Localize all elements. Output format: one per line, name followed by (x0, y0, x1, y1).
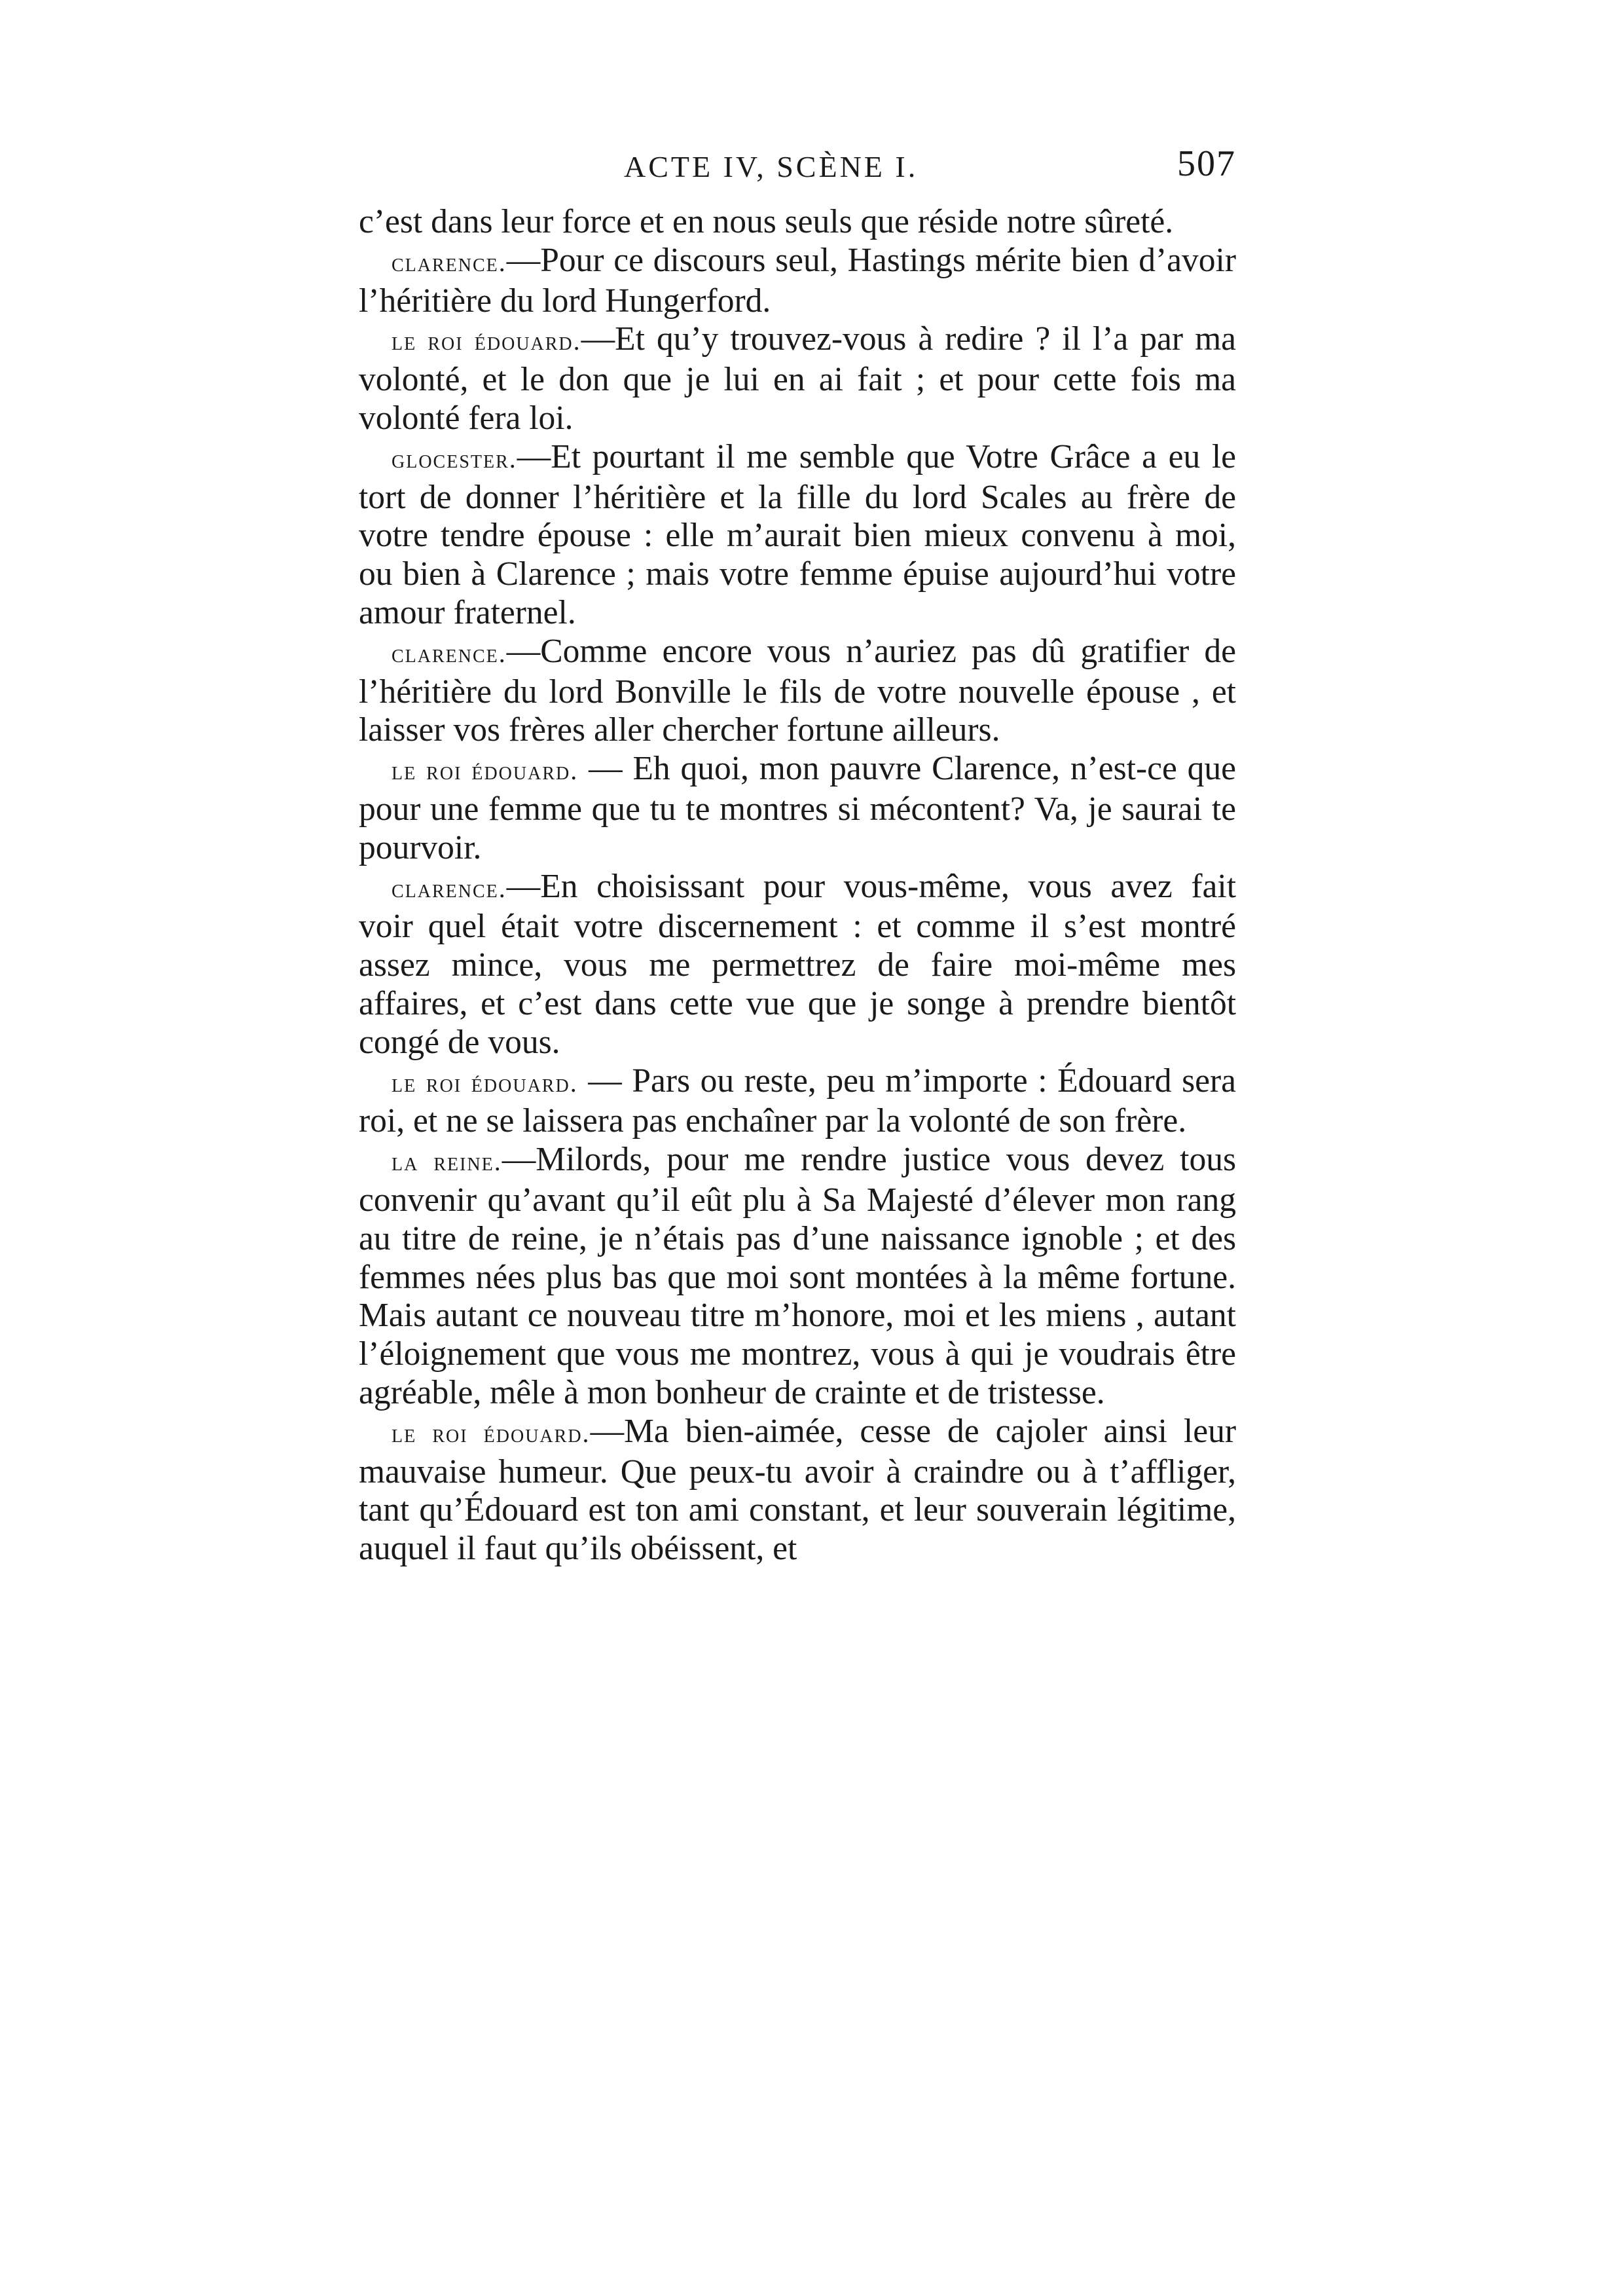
speech-text: Pars ou reste, peu m’importe : Édouard sera roi, et ne se laissera pas enchaîner par la volonté de son frère. (359, 1062, 1237, 1140)
speech-text: Ma bien-aimée, cesse de cajoler ainsi leur mauvaise humeur. Que peux-tu avoir à craindre ou à t’affliger, tant qu’Édouard est ton ami constant, et leur souverain légitime, auquel il faut qu’ils obéissent, et (359, 1412, 1236, 1568)
speaker-name: le roi édouard. (392, 1067, 578, 1098)
paragraph-continuation (359, 203, 1236, 242)
speech-text: Et pourtant il me semble que Votre Grâce a eu le tort de donner l’héritière et la fille du lord Scales au frère de votre tendre épouse : elle m’aurait bien mieux convenu à moi, ou bien à Clarence ; mais votre femme épuise aujourd’hui votre amour fraternel. (359, 437, 1236, 631)
speaker-name: la reine. (392, 1147, 502, 1177)
speech-le-roi-edouard-3 (359, 1062, 1236, 1141)
speech-clarence-3 (359, 868, 1236, 1062)
speech-text: Eh quoi, mon pauvre Clarence, n’est-ce que pour une femme que tu te montres si mécontent? Va, je saurai te pourvoir. (359, 750, 1237, 866)
speech-text: Pour ce discours seul, Hastings mérite bien d’avoir l’héritière du lord Hungerford. (359, 241, 1236, 320)
page-number: 507 (1177, 143, 1236, 184)
speaker-name: le roi édouard. (392, 326, 581, 356)
speaker-name: le roi édouard. (392, 756, 579, 786)
speech-le-roi-edouard-1 (359, 320, 1236, 437)
speaker-name: clarence. (392, 247, 507, 277)
speech-glocester-1 (359, 438, 1236, 633)
paragraph-text: c’est dans leur force et en nous seuls que réside notre sûreté. (359, 203, 1174, 240)
speech-dash: — (581, 320, 615, 358)
speaker-name: clarence. (392, 638, 507, 668)
speech-dash: — (590, 1412, 625, 1450)
speech-dash: — (517, 437, 551, 475)
speech-dash: — (501, 1141, 536, 1179)
speech-dash: — (578, 750, 633, 788)
speaker-name: le roi édouard. (392, 1418, 591, 1448)
running-head: ACTE IV, SCÈNE I. (624, 150, 919, 183)
speech-la-reine-1 (359, 1141, 1236, 1413)
speech-dash: — (506, 241, 541, 279)
speech-dash: — (506, 867, 541, 905)
speech-clarence-1 (359, 242, 1236, 321)
speech-le-roi-edouard-2 (359, 750, 1236, 867)
speech-text: Et qu’y trouvez-vous à redire ? il l’a par ma volonté, et le don que je lui en ai fait ; et pour cette fois ma volonté fera loi. (359, 320, 1236, 437)
speech-text: En choisissant pour vous-même, vous avez fait voir quel était votre discernement : et comme il s’est montré assez mince, vous me permettrez de faire moi-même mes affaires, et c’est dans cette vue que je songe à prendre bientôt congé de vous. (359, 867, 1236, 1061)
speech-text: Milords, pour me rendre justice vous devez tous convenir qu’avant qu’il eût plu à Sa Majesté d’élever mon rang au titre de reine, je n’étais pas d’une naissance ignoble ; et des femmes nées plus bas que moi sont montées à la même fortune. Mais autant ce nouveau titre m’honore, moi et les miens , autant l’éloignement que vous me montrez, vous à qui je voudrais être agréable, mêle à mon bonheur de crainte et de tristesse. (359, 1141, 1236, 1411)
speech-dash: — (506, 632, 541, 670)
speech-le-roi-edouard-4 (359, 1413, 1236, 1568)
book-page (359, 131, 1236, 1801)
page-body (359, 203, 1236, 1568)
speech-dash: — (577, 1062, 632, 1100)
speaker-name: glocester. (392, 443, 517, 473)
speech-clarence-2 (359, 633, 1236, 750)
speaker-name: clarence. (392, 873, 507, 903)
page-header (359, 131, 1236, 203)
speech-text: Comme encore vous n’auriez pas dû gratifier de l’héritière du lord Bonville le fils de votre nouvelle épouse , et laisser vos frères aller chercher fortune ailleurs. (359, 632, 1236, 749)
